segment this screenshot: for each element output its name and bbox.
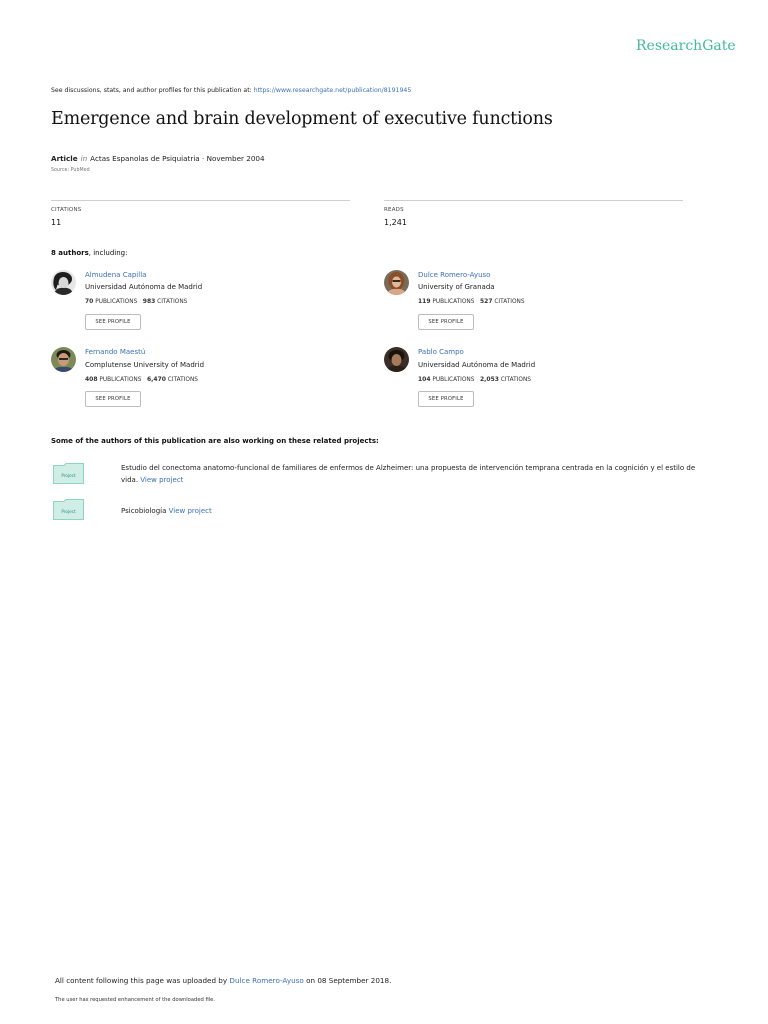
avatar[interactable]	[51, 270, 76, 295]
citations-value: 11	[51, 218, 62, 227]
citations-label: CITATIONS	[51, 207, 82, 213]
see-discussions-line	[51, 87, 411, 94]
publications-count: 119	[418, 298, 431, 305]
citations-count: 2,053	[479, 376, 499, 383]
avatar[interactable]	[384, 347, 409, 372]
author-name[interactable]: Dulce Romero-Ayuso	[418, 271, 491, 279]
author-stats	[418, 376, 531, 383]
view-project-link[interactable]: View project	[140, 476, 184, 484]
upload-suffix: on 08 September 2018.	[306, 976, 392, 985]
see-prefix: See discussions, stats, and author profiles for this publication at:	[51, 87, 252, 94]
authors-count: 8 authors	[51, 249, 89, 257]
author-stats	[418, 298, 525, 305]
citations-divider	[51, 200, 350, 201]
author-photo-icon	[384, 347, 409, 372]
citations-label: CITATIONS	[500, 377, 531, 383]
author-name[interactable]: Pablo Campo	[418, 348, 464, 356]
publications-count: 104	[418, 376, 431, 383]
article-type: Article	[51, 154, 78, 163]
view-project-link[interactable]: View project	[168, 507, 212, 515]
authors-suffix: , including:	[88, 249, 128, 257]
upload-prefix: All content following this page was uploaded by	[55, 976, 228, 985]
see-profile-button[interactable]: SEE PROFILE	[418, 391, 474, 407]
publications-label: PUBLICATIONS	[432, 377, 475, 383]
author-name[interactable]: Fernando Maestú	[85, 348, 146, 356]
author-institution: Universidad Autónoma de Madrid	[418, 361, 536, 369]
project-title: Psicobiología	[121, 507, 167, 515]
publication-link[interactable]: https://www.researchgate.net/publication/8191945	[253, 87, 412, 94]
author-stats	[85, 376, 198, 383]
article-meta	[51, 154, 265, 163]
upload-note	[55, 976, 391, 985]
avatar[interactable]	[384, 270, 409, 295]
project-folder-icon[interactable]	[53, 499, 84, 520]
see-profile-button[interactable]: SEE PROFILE	[85, 314, 141, 330]
project-entry	[121, 462, 711, 486]
citations-label: CITATIONS	[157, 299, 188, 305]
project-title: Estudio del conectoma anatomo-funcional de familiares de enfermos de Alzheimer: una propuesta de intervención temprana centrada en la cognición y el estilo de vida.	[121, 464, 696, 484]
project-icon-label: Project	[61, 473, 76, 478]
reads-divider	[384, 200, 683, 201]
author-photo-icon	[384, 270, 409, 295]
see-profile-button[interactable]: SEE PROFILE	[85, 391, 141, 407]
article-source: Source: PubMed	[51, 168, 90, 173]
author-institution: Universidad Autónoma de Madrid	[85, 283, 203, 291]
uploader-link[interactable]: Dulce Romero-Ayuso	[229, 976, 304, 985]
citations-count: 983	[142, 298, 156, 305]
reads-label: READS	[384, 207, 404, 213]
publications-count: 70	[85, 298, 94, 305]
citations-count: 6,470	[146, 376, 166, 383]
author-name[interactable]: Almudena Capilla	[85, 271, 147, 279]
publications-label: PUBLICATIONS	[95, 299, 138, 305]
author-photo-icon	[51, 270, 76, 295]
in-label: in	[80, 154, 88, 163]
citations-label: CITATIONS	[494, 299, 525, 305]
author-institution: University of Granada	[418, 283, 495, 291]
projects-heading: Some of the authors of this publication are also working on these related projects:	[51, 437, 379, 445]
author-institution: Complutense University of Madrid	[85, 361, 205, 369]
reads-value: 1,241	[384, 218, 407, 227]
project-icon-label: Project	[61, 509, 76, 514]
publications-label: PUBLICATIONS	[432, 299, 475, 305]
citations-label: CITATIONS	[167, 377, 198, 383]
researchgate-logo[interactable]: ResearchGate	[636, 38, 736, 54]
publications-label: PUBLICATIONS	[99, 377, 142, 383]
authors-heading	[51, 249, 127, 257]
author-photo-icon	[51, 347, 76, 372]
project-entry	[121, 505, 711, 517]
journal-date: Actas Espanolas de Psiquiatria · November 2004	[90, 154, 265, 163]
project-folder-icon[interactable]	[53, 463, 84, 484]
enhancement-note: The user has requested enhancement of the downloaded file.	[55, 997, 216, 1003]
publications-count: 408	[85, 376, 98, 383]
citations-count: 527	[479, 298, 493, 305]
author-stats	[85, 298, 187, 305]
avatar[interactable]	[51, 347, 76, 372]
see-profile-button[interactable]: SEE PROFILE	[418, 314, 474, 330]
article-title: Emergence and brain development of executive functions	[51, 109, 553, 129]
